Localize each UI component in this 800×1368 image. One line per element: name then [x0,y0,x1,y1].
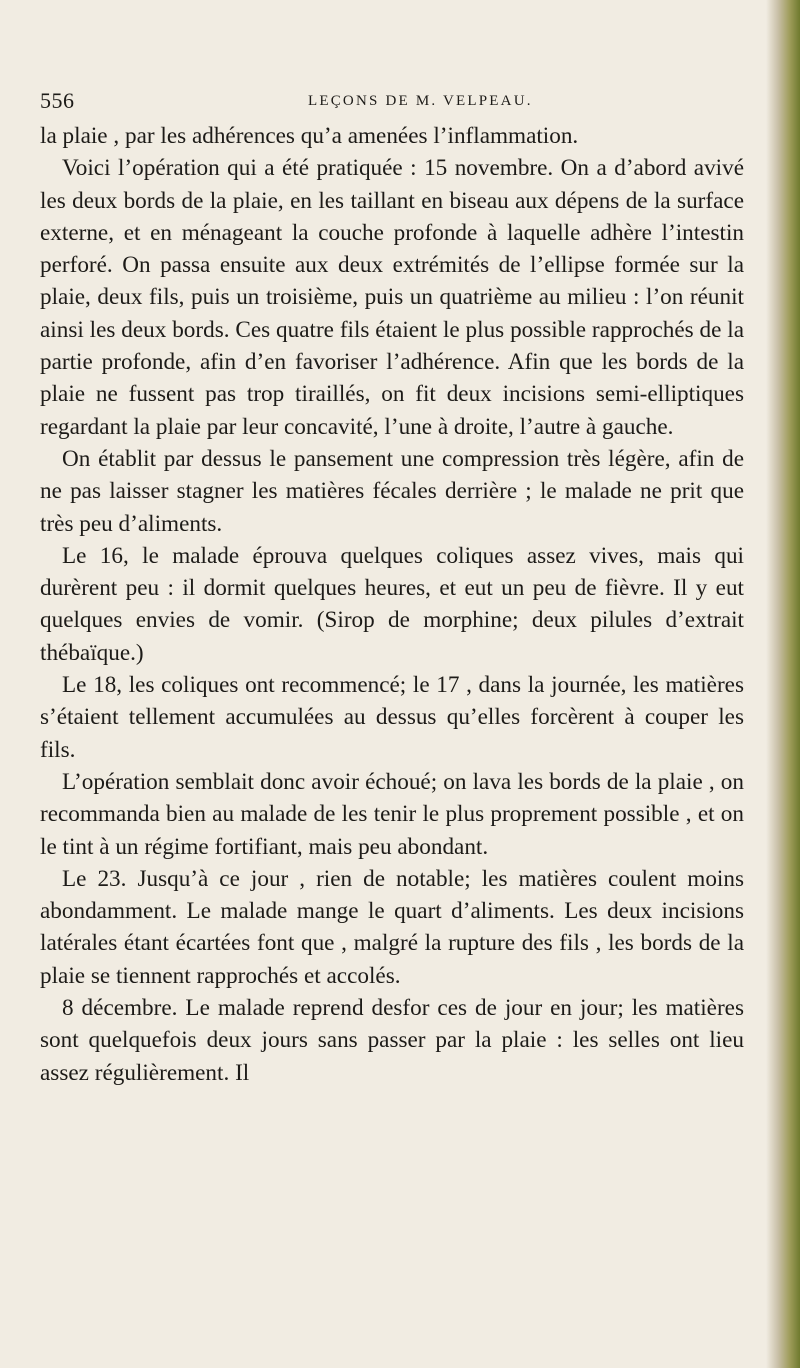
paragraph-day-23: Le 23. Jusqu’à ce jour , rien de notable; les matières coulent moins abondamment. Le malade mange le quart d’aliments. Les deux incisions latérales étant écartées font que , malgré la rupture des fils , les bords de la plaie se tiennent rapprochés et accolés. [40,865,744,989]
paragraph-continuation: la plaie , par les adhérences qu’a amenées l’inflammation. [40,123,579,149]
body-text [40,120,744,1089]
paragraph-december-8: 8 décembre. Le malade reprend desfor ces de jour en jour; les matières sont quelquefois deux jours sans passer par la plaie : les selles ont lieu assez régulièrement. Il [40,995,744,1086]
paragraph-operation: Voici l’opération qui a été pratiquée : 15 novembre. On a d’abord avivé les deux bords de la plaie, en les taillant en biseau aux dépens de la surface externe, et en ménageant la couche profonde à laquelle adhère l’intestin perforé. On passa ensuite aux deux extrémités de l’ellipse formée sur la plaie, deux fils, puis un troisième, puis un quatrième au milieu : l’on réunit ainsi les deux bords. Ces quatre fils étaient le plus possible rapprochés de la partie profonde, afin d’en favoriser l’adhérence. Afin que les bords de la plaie ne fussent pas trop tiraillés, on fit deux incisions semi-elliptiques regardant la plaie par leur concavité, l’une à droite, l’autre à gauche. [40,155,744,440]
page-header [40,88,745,118]
paragraph-dressing: On établit par dessus le pansement une compression très légère, afin de ne pas laisser stagner les matières fécales derrière ; le malade ne prit que très peu d’aliments. [40,445,744,537]
running-head: LEÇONS DE M. VELPEAU. [308,93,533,109]
page-number: 556 [40,88,75,113]
paragraph-day-16: Le 16, le malade éprouva quelques coliques assez vives, mais qui durèrent peu : il dormit quelques heures, et eut un peu de fièvre. Il y eut quelques envies de vomir. (Sirop de morphine; deux pilules d’extrait thébaïque.) [40,542,744,666]
page-edge-shadow [766,0,800,1368]
paragraph-failure: L’opération semblait donc avoir échoué; on lava les bords de la plaie , on recommanda bien au malade de les tenir le plus proprement possible , et on le tint à un régime fortifiant, mais peu abondant. [40,768,744,860]
paragraph-day-18: Le 18, les coliques ont recommencé; le 17 , dans la journée, les matières s’étaient tellement accumulées au dessus qu’elles forcèrent à couper les fils. [40,672,744,763]
